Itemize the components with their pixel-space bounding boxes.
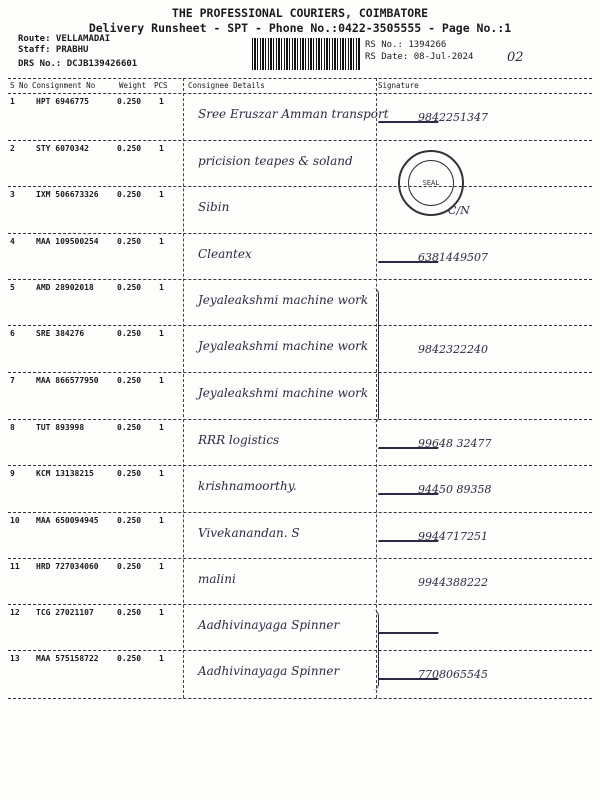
bracket-mark (370, 288, 379, 423)
serial-number: 10 (10, 516, 20, 525)
serial-number: 4 (10, 237, 15, 246)
table-row (8, 233, 592, 280)
col-pcs: PCS (154, 81, 168, 90)
signature-phone: 7708065545 (418, 668, 488, 681)
signature-phone: 99648 32477 (418, 437, 492, 450)
weight: 0.250 (117, 97, 142, 106)
table-row (8, 279, 592, 326)
col-consignment: Consignment No (32, 81, 96, 90)
consignee-details: malini (198, 572, 236, 586)
consignment-number: MAA 650094945 (36, 516, 99, 525)
pieces: 1 (159, 376, 164, 385)
rs-date: RS Date: 08-Jul-2024 (365, 52, 474, 62)
col-sno: S No (10, 81, 29, 90)
consignment-number: AMD 28902018 (36, 283, 94, 292)
serial-number: 9 (10, 469, 15, 478)
table-row (8, 93, 592, 141)
consignee-details: pricision teapes & soland (198, 154, 353, 168)
table-row (8, 372, 592, 420)
consignment-number: SRE 384276 (36, 329, 85, 338)
consignee-details: Aadhivinayaga Spinner (198, 618, 340, 632)
table-row (8, 650, 592, 699)
pieces: 1 (159, 469, 164, 478)
route-label: Route: VELLAMADAI (18, 34, 111, 44)
pieces: 1 (159, 654, 164, 663)
col-signature: Signature (378, 81, 419, 90)
consignee-details: Jeyaleakshmi machine work (198, 339, 369, 353)
delivery-stamp: SEAL (398, 150, 464, 216)
runsheet-header: Delivery Runsheet - SPT - Phone No.:0422-3505555 - Page No.:1 (88, 21, 512, 35)
consignment-number: MAA 866577950 (36, 376, 99, 385)
staff-label: Staff: PRABHU (18, 45, 89, 55)
consignment-number: KCM 13138215 (36, 469, 94, 478)
signature-scribble (378, 241, 446, 263)
table-row (8, 140, 592, 187)
consignee-details: Vivekanandan. S (198, 526, 300, 540)
signature-phone: 9944388222 (418, 576, 488, 589)
weight: 0.250 (117, 329, 142, 338)
weight: 0.250 (117, 376, 142, 385)
consignee-details: Aadhivinayaga Spinner (198, 664, 340, 678)
weight: 0.250 (117, 144, 142, 153)
consignee-details: Sibin (198, 200, 230, 214)
pieces: 1 (159, 97, 164, 106)
serial-number: 7 (10, 376, 15, 385)
signature-scribble (378, 427, 446, 449)
document-title: THE PROFESSIONAL COURIERS, COIMBATORE (171, 6, 429, 20)
consignee-details: Sree Eruszar Amman transport (198, 107, 389, 121)
table-row (8, 604, 592, 651)
barcode (252, 38, 360, 70)
pieces: 1 (159, 237, 164, 246)
weight: 0.250 (117, 608, 142, 617)
rs-number: RS No.: 1394266 (365, 40, 447, 50)
table-header (8, 78, 592, 94)
pieces: 1 (159, 329, 164, 338)
signature-phone: 9842251347 (418, 111, 488, 124)
weight: 0.250 (117, 654, 142, 663)
signature-phone: 9944717251 (418, 530, 488, 543)
pieces: 1 (159, 144, 164, 153)
consignee-details: RRR logistics (198, 433, 280, 447)
serial-number: 12 (10, 608, 20, 617)
signature-scribble (378, 101, 446, 123)
pieces: 1 (159, 423, 164, 432)
table-row (8, 186, 592, 234)
consignment-number: HPT 6946775 (36, 97, 89, 106)
pieces: 1 (159, 516, 164, 525)
table-row (8, 512, 592, 559)
serial-number: 8 (10, 423, 15, 432)
weight: 0.250 (117, 190, 142, 199)
consignee-details: Cleantex (198, 247, 252, 261)
pieces: 1 (159, 562, 164, 571)
signature-phone: 6381449507 (418, 251, 488, 264)
signature-scribble (378, 520, 446, 542)
consignment-number: MAA 575158722 (36, 654, 99, 663)
consignment-number: HRD 727034060 (36, 562, 99, 571)
col-consignee: Consignee Details (188, 81, 265, 90)
signature-phone: 9842322240 (418, 343, 488, 356)
weight: 0.250 (117, 237, 142, 246)
table-row (8, 419, 592, 466)
consignment-number: MAA 109500254 (36, 237, 99, 246)
consignment-number: IXM 506673326 (36, 190, 99, 199)
consignee-details: krishnamoorthy. (198, 479, 297, 493)
handwritten-mark: 02 (507, 50, 524, 65)
pieces: 1 (159, 608, 164, 617)
pieces: 1 (159, 190, 164, 199)
table-row (8, 325, 592, 373)
drs-number: DRS No.: DCJB139426601 (18, 59, 138, 69)
weight: 0.250 (117, 469, 142, 478)
serial-number: 2 (10, 144, 15, 153)
consignee-details: Jeyaleakshmi machine work (198, 386, 369, 400)
table-row (8, 558, 592, 605)
weight: 0.250 (117, 516, 142, 525)
signature-phone: 94450 89358 (418, 483, 492, 496)
pieces: 1 (159, 283, 164, 292)
serial-number: 3 (10, 190, 15, 199)
serial-number: 1 (10, 97, 15, 106)
consignment-number: STY 6070342 (36, 144, 89, 153)
serial-number: 11 (10, 562, 20, 571)
consignment-number: TUT 893998 (36, 423, 85, 432)
weight: 0.250 (117, 283, 142, 292)
weight: 0.250 (117, 423, 142, 432)
col-weight: Weight (119, 81, 147, 90)
consignment-number: TCG 27021107 (36, 608, 94, 617)
weight: 0.250 (117, 562, 142, 571)
signature-scribble (378, 473, 446, 495)
signature-scribble (378, 612, 446, 634)
serial-number: 6 (10, 329, 15, 338)
table-row (8, 465, 592, 513)
signature-scribble (378, 658, 446, 680)
consignee-details: Jeyaleakshmi machine work (198, 293, 369, 307)
signature-phone: C/N (448, 204, 470, 217)
serial-number: 5 (10, 283, 15, 292)
serial-number: 13 (10, 654, 20, 663)
